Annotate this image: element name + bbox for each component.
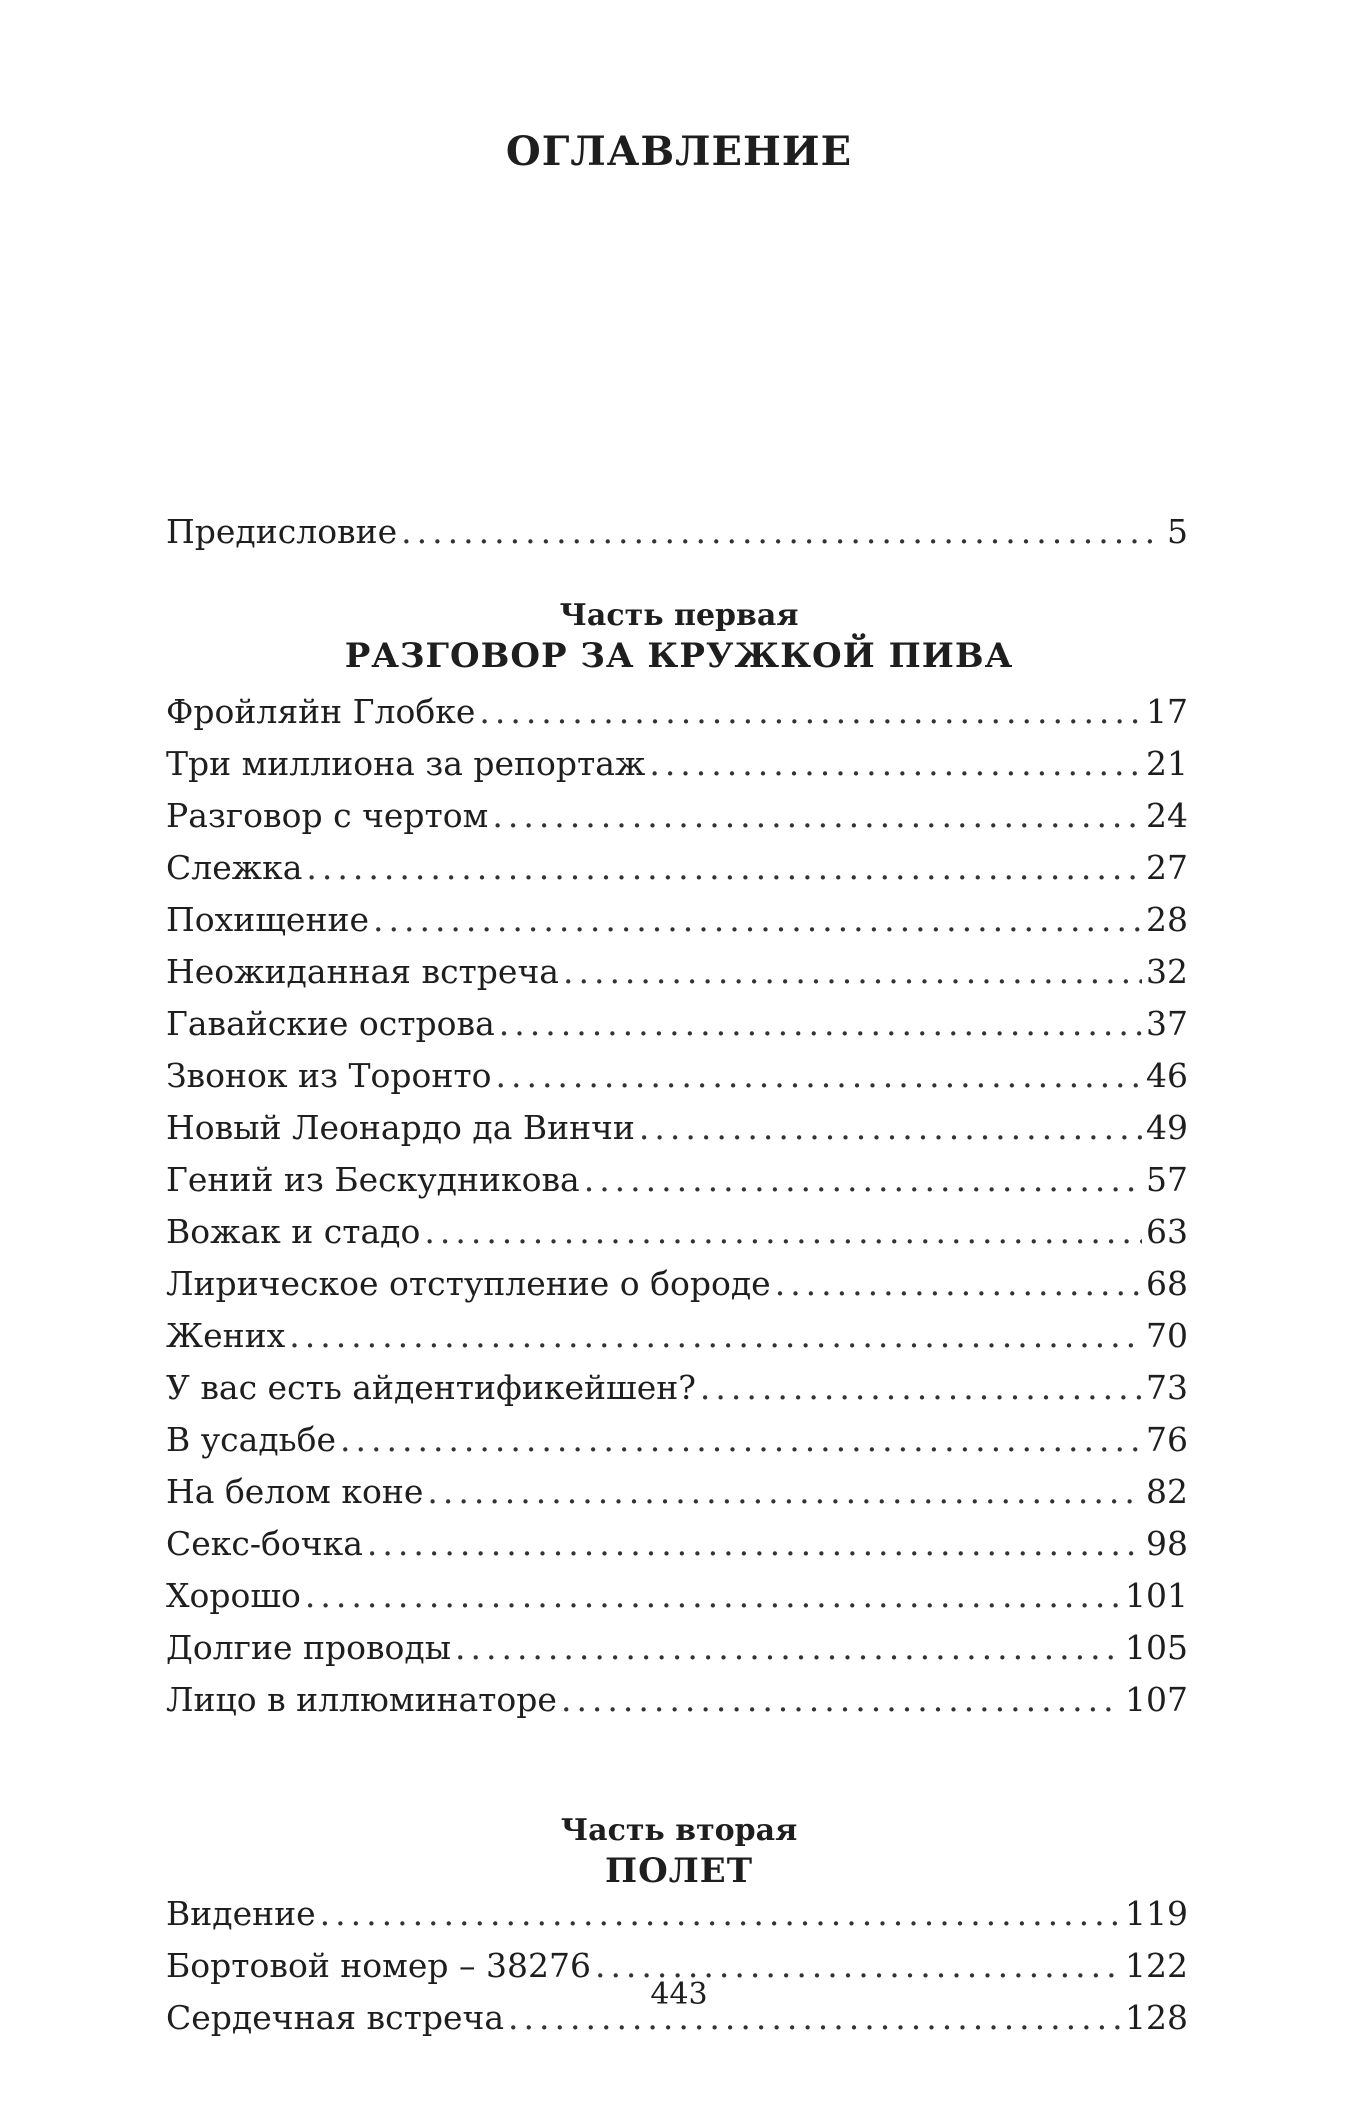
toc-entry-title: Похищение xyxy=(166,900,369,939)
toc-entry-page: 73 xyxy=(1146,1368,1188,1407)
leader-dots xyxy=(492,790,1142,842)
toc-entry-title: Гавайские острова xyxy=(166,1004,495,1043)
toc-entry-page: 107 xyxy=(1125,1680,1188,1719)
leader-dots xyxy=(340,1414,1142,1466)
toc-entry[interactable] xyxy=(166,1050,1188,1102)
toc-entry-preface[interactable] xyxy=(166,506,1188,558)
leader-dots xyxy=(427,1466,1142,1518)
toc-entry[interactable] xyxy=(166,1888,1188,1940)
toc-entry[interactable] xyxy=(166,686,1188,738)
leader-dots xyxy=(649,738,1142,790)
toc-entry[interactable] xyxy=(166,1570,1188,1622)
toc-entry-page: 98 xyxy=(1146,1524,1188,1563)
leader-dots xyxy=(639,1102,1142,1154)
toc-preface xyxy=(166,506,1188,558)
page-title: ОГЛАВЛЕНИЕ xyxy=(505,128,853,175)
leader-dots xyxy=(424,1206,1142,1258)
toc-entry-title: Фройляйн Глобке xyxy=(166,692,476,731)
leader-dots xyxy=(775,1258,1142,1310)
toc-entry-title: Предисловие xyxy=(166,512,398,551)
part-one-heading xyxy=(0,597,1358,677)
toc-entry-page: 24 xyxy=(1146,796,1188,835)
toc-entry-title: У вас есть айдентификейшен? xyxy=(166,1368,696,1407)
toc-entry[interactable] xyxy=(166,998,1188,1050)
toc-entry-title: Вожак и стадо xyxy=(166,1212,421,1251)
toc-entry-page: 82 xyxy=(1146,1472,1188,1511)
toc-entry-title: Неожиданная встреча xyxy=(166,952,559,991)
toc-entry[interactable] xyxy=(166,946,1188,998)
toc-entry-page: 5 xyxy=(1167,512,1188,551)
toc-entry[interactable] xyxy=(166,842,1188,894)
toc-entry-title: Лицо в иллюминаторе xyxy=(166,1680,557,1719)
leader-dots xyxy=(305,1570,1121,1622)
toc-entry[interactable] xyxy=(166,1258,1188,1310)
toc-entry[interactable] xyxy=(166,738,1188,790)
toc-entry-page: 49 xyxy=(1146,1108,1188,1147)
leader-dots xyxy=(499,998,1142,1050)
leader-dots xyxy=(495,1050,1142,1102)
toc-entry-page: 68 xyxy=(1146,1264,1188,1303)
toc-part-one xyxy=(166,686,1188,1726)
toc-entry[interactable] xyxy=(166,1674,1188,1726)
toc-entry-page: 21 xyxy=(1146,744,1188,783)
toc-entry[interactable] xyxy=(166,790,1188,842)
leader-dots xyxy=(584,1154,1142,1206)
toc-entry-title: Три миллиона за репортаж xyxy=(166,744,646,783)
toc-entry[interactable] xyxy=(166,1622,1188,1674)
toc-entry[interactable] xyxy=(166,1362,1188,1414)
part-label: Часть вторая xyxy=(560,1813,798,1848)
toc-entry-page: 27 xyxy=(1146,848,1188,887)
leader-dots xyxy=(306,842,1142,894)
part-name: РАЗГОВОР ЗА КРУЖКОЙ ПИВА xyxy=(344,636,1014,676)
leader-dots xyxy=(367,1518,1142,1570)
leader-dots xyxy=(563,946,1142,998)
toc-entry-page: 32 xyxy=(1146,952,1188,991)
toc-entry-page: 46 xyxy=(1146,1056,1188,1095)
toc-entry[interactable] xyxy=(166,1102,1188,1154)
toc-entry-title: Новый Леонардо да Винчи xyxy=(166,1108,635,1147)
toc-entry-title: Звонок из Торонто xyxy=(166,1056,492,1095)
part-name: ПОЛЕТ xyxy=(604,1851,753,1891)
leader-dots xyxy=(455,1622,1121,1674)
toc-entry-title: Жених xyxy=(166,1316,286,1355)
toc-entry-title: Гений из Бескудникова xyxy=(166,1160,580,1199)
leader-dots xyxy=(401,506,1154,558)
toc-entry-page: 17 xyxy=(1146,692,1188,731)
toc-entry-page: 70 xyxy=(1146,1316,1188,1355)
toc-entry[interactable] xyxy=(166,1206,1188,1258)
toc-entry[interactable] xyxy=(166,1466,1188,1518)
toc-entry-page: 63 xyxy=(1146,1212,1188,1251)
toc-entry-title: Долгие проводы xyxy=(166,1628,451,1667)
leader-dots xyxy=(320,1888,1121,1940)
toc-entry-page: 76 xyxy=(1146,1420,1188,1459)
toc-entry-title: Слежка xyxy=(166,848,303,887)
part-label: Часть первая xyxy=(559,598,799,633)
toc-entry-title: На белом коне xyxy=(166,1472,424,1511)
toc-entry-title: Хорошо xyxy=(166,1576,301,1615)
toc-entry-title: Сердечная встреча xyxy=(166,1998,505,2037)
toc-entry-page: 28 xyxy=(1146,900,1188,939)
toc-entry-title: В усадьбе xyxy=(166,1420,336,1459)
toc-entry-title: Лирическое отступление о бороде xyxy=(166,1264,771,1303)
toc-entry[interactable] xyxy=(166,1154,1188,1206)
toc-entry[interactable] xyxy=(166,1310,1188,1362)
toc-entry-page: 101 xyxy=(1125,1576,1188,1615)
toc-entry-page: 37 xyxy=(1146,1004,1188,1043)
toc-entry-title: Видение xyxy=(166,1894,316,1933)
toc-entry[interactable] xyxy=(166,894,1188,946)
leader-dots xyxy=(289,1310,1142,1362)
part-two-heading xyxy=(0,1812,1358,1892)
toc-entry-page: 128 xyxy=(1125,1998,1188,2037)
toc-part-two xyxy=(166,1888,1188,2044)
toc-entry[interactable] xyxy=(166,1414,1188,1466)
toc-entry[interactable] xyxy=(166,1518,1188,1570)
leader-dots xyxy=(700,1362,1142,1414)
toc-entry-page: 122 xyxy=(1125,1946,1188,1985)
leader-dots xyxy=(561,1674,1121,1726)
toc-entry-title: Бортовой номер – 38276 xyxy=(166,1946,591,1985)
toc-entry-title: Разговор с чертом xyxy=(166,796,489,835)
page-number: 443 xyxy=(650,1977,708,2012)
leader-dots xyxy=(479,686,1142,738)
toc-entry-page: 105 xyxy=(1125,1628,1188,1667)
toc-entry-title: Секс-бочка xyxy=(166,1524,363,1563)
toc-entry-page: 119 xyxy=(1125,1894,1188,1933)
toc-entry-page: 57 xyxy=(1146,1160,1188,1199)
leader-dots xyxy=(373,894,1142,946)
